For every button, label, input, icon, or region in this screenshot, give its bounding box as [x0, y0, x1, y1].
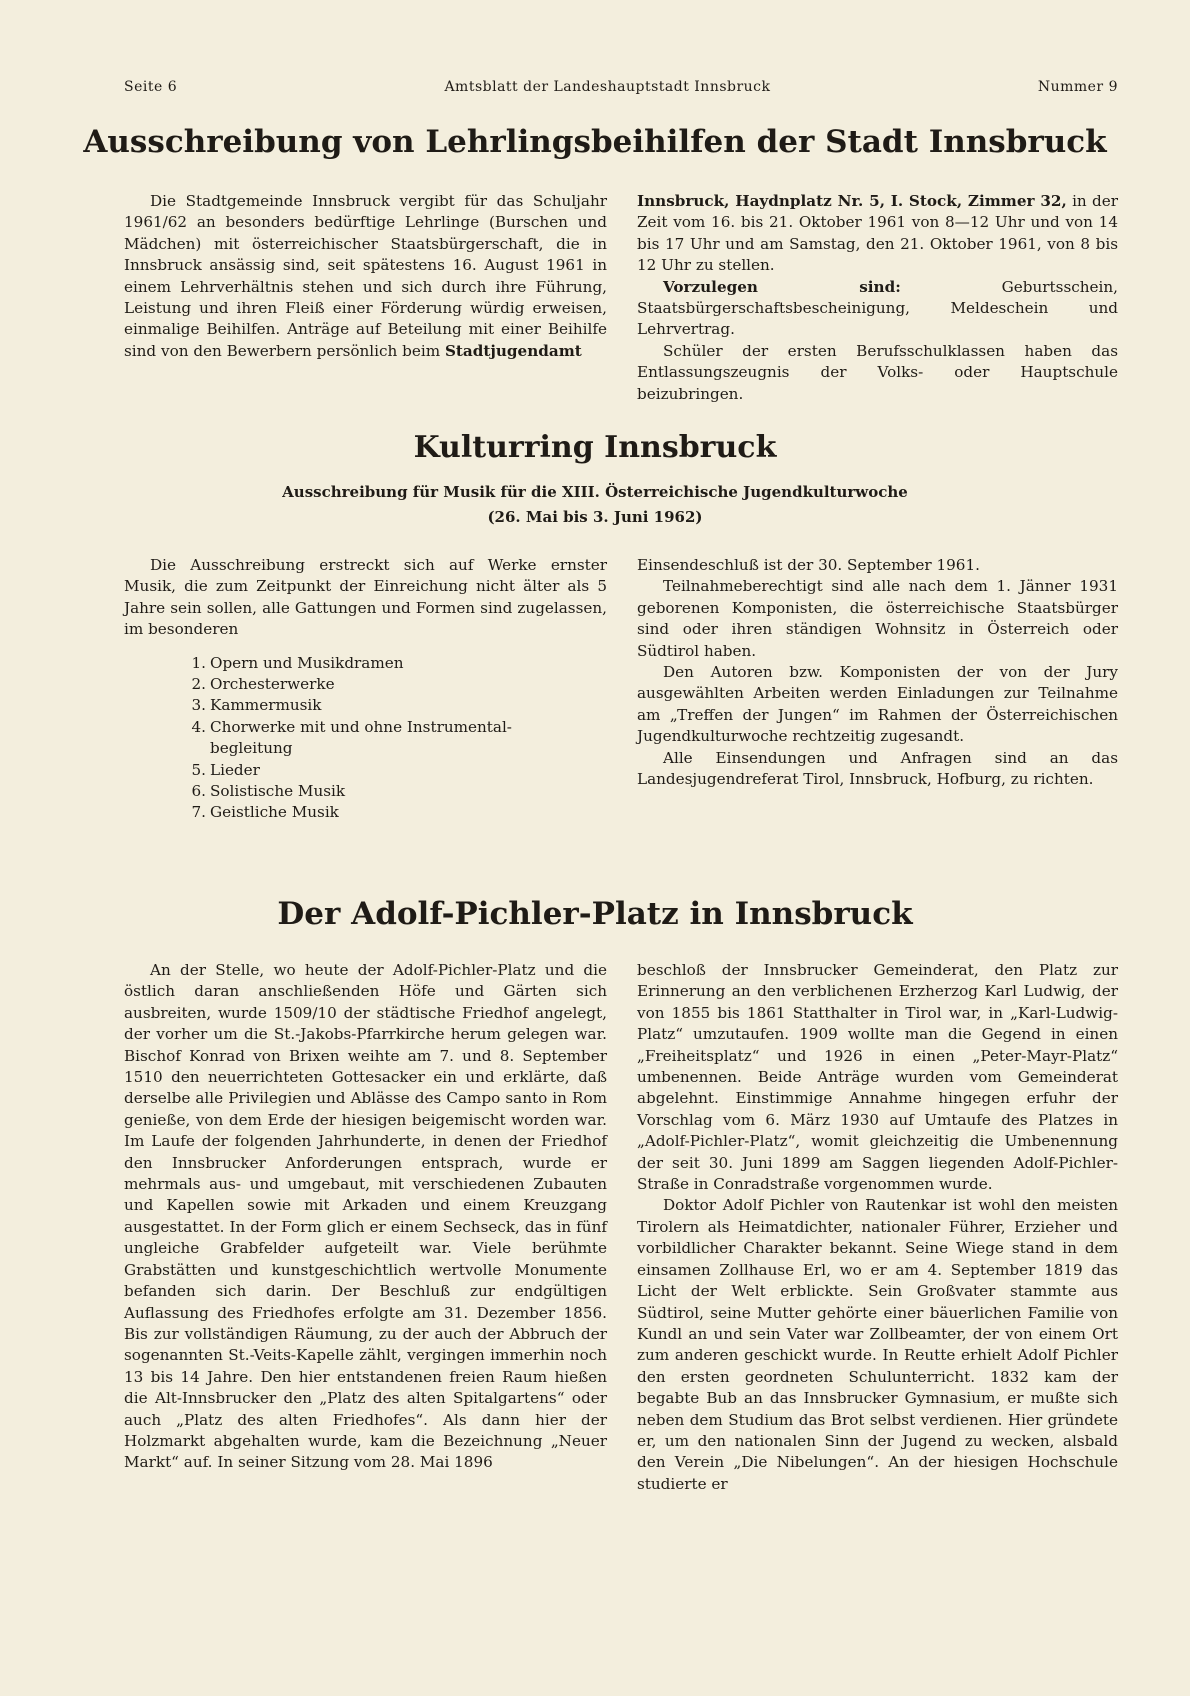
- list-number: 1.: [191, 653, 206, 672]
- article1-title: Ausschreibung von Lehrlingsbeihilfen der Stadt Innsbruck: [83, 124, 1107, 160]
- list-number: 4.: [191, 717, 206, 736]
- list-item: [182, 781, 607, 802]
- article1-hours-text: in der Zeit vom 16. bis 21. Oktober 1961 von 8—12 Uhr und von 14 bis 17 Uhr und am Samstag, den 21. Oktober 1961, von 8 bis 12 Uhr zu stellen.: [637, 192, 1119, 275]
- list-item: [182, 653, 607, 674]
- running-head: [124, 79, 1118, 95]
- article1-documents: [637, 277, 1118, 341]
- article3-title: Der Adolf-Pichler-Platz in Innsbruck: [277, 896, 913, 932]
- list-number: 6.: [191, 782, 206, 801]
- list-number: 2.: [191, 675, 206, 694]
- article3-left-column: [124, 960, 607, 1474]
- list-number: 3.: [191, 696, 206, 715]
- article3-naming: beschloß der Innsbrucker Gemeinderat, den Platz zur Erinnerung an den verblichenen Erzherzog Karl Ludwig, der von 1855 bis 1861 Statthalter in Tirol war, in „Karl-Ludwig-Platz“ umzutaufen. 1909 wollte man die Gegend in einen „Freiheitsplatz“ und 1926 in einen „Peter-Mayr-Platz“ umbenennen. Beide Anträge wurden vom Gemeinderat abgelehnt. Einstimmige Annahme hingegen erfuhr der Vorschlag vom 6. März 1930 auf Umtaufe des Platzes in „Adolf-Pichler-Platz“, womit gleichzeitig die Umbenennung der seit 30. Juni 1899 am Saggen liegenden Adolf-Pichler-Straße in Conradstraße vorgenommen wurde.: [637, 961, 1118, 1194]
- issue-number: Nummer 9: [1037, 79, 1118, 95]
- article3-right-column: [637, 960, 1118, 1495]
- article1-address-bold: Innsbruck, Haydnplatz Nr. 5, I. Stock, Zimmer 32,: [637, 192, 1067, 210]
- page-number: Seite 6: [124, 79, 178, 95]
- article1-left-column: [124, 191, 607, 362]
- article1-office-bold: Stadtjugendamt: [444, 341, 582, 360]
- list-label: Opern und Musikdramen: [210, 653, 404, 672]
- article1-body-text: Die Stadtgemeinde Innsbruck vergibt für das Schuljahr 1961/62 an besonders bedürftige Lehrlinge (Burschen und Mädchen) mit österreichischer Staatsbürgerschaft, die in Innsbruck ansässig sind, seit spätestens 16. August 1961 in einem Lehrverhältnis stehen und sich durch ihre Führung, Leistung und ihren Fleiß einer Förderung würdig erweisen, einmalige Beihilfen. Anträge auf Beteilung mit einer Beihilfe sind von den Bewerbern persönlich beim: [124, 192, 607, 360]
- article2-invitation: Den Autoren bzw. Komponisten der von der Jury ausgewählten Arbeiten werden Einladungen zur Teilnahme am „Treffen der Jungen“ im Rahmen der Österreichischen Jugendkulturwoche rechtzeitig zugesandt.: [637, 663, 1118, 746]
- article2-eligibility: Teilnahmeberechtigt sind alle nach dem 1. Jänner 1931 geborenen Komponisten, die österreichische Staatsbürger sind oder ihren ständigen Wohnsitz in Österreich oder Südtirol haben.: [637, 577, 1118, 660]
- list-item: [182, 695, 607, 716]
- list-number: 7.: [191, 803, 206, 822]
- article1-body: [124, 191, 607, 362]
- article1-documents-label: Vorzulegen sind:: [663, 277, 901, 296]
- list-item: [182, 674, 607, 695]
- article1-right-column: [637, 191, 1118, 405]
- publication-title: Amtsblatt der Landeshauptstadt Innsbruck: [444, 79, 771, 95]
- article2-deadline: Einsendeschluß ist der 30. September 1961.: [637, 556, 980, 574]
- article1-pupils: Schüler der ersten Berufsschulklassen haben das Entlassungszeugnis der Volks- oder Hauptschule beizubringen.: [637, 341, 1118, 403]
- list-label: Orchesterwerke: [210, 675, 335, 694]
- article2-subtitle: Ausschreibung für Musik für die XIII. Österreichische Jugendkulturwoche: [282, 483, 908, 501]
- article2-right-column: [637, 555, 1118, 790]
- article3-biography: Doktor Adolf Pichler von Rautenkar ist wohl den meisten Tirolern als Heimatdichter, nationaler Führer, Erzieher und vorbildlicher Charakter bekannt. Seine Wiege stand in dem einsamen Zollhause Erl, wo er am 4. September 1819 das Licht der Welt erblickte. Sein Großvater stammte aus Südtirol, seine Mutter gehörte einer bäuerlichen Familie von Kundl an und sein Vater war Zollbeamter, der von einem Ort zum anderen geschickt wurde. In Reutte erhielt Adolf Pichler den ersten geordneten Schulunterricht. 1832 kam der begabte Bub an das Innsbrucker Gymnasium, er mußte sich neben dem Studium das Brot selbst verdienen. Hier gründete er, um den nationalen Sinn der Jugend zu wecken, alsbald den Verein „Die Nibelungen“. An der hiesigen Hochschule studierte er: [637, 1196, 1118, 1493]
- article2-contact: Alle Einsendungen und Anfragen sind an das Landesjugendreferat Tirol, Innsbruck, Hofburg, zu richten.: [637, 748, 1118, 789]
- list-item: [182, 717, 607, 760]
- genre-list: [124, 653, 607, 824]
- list-label: Chorwerke mit und ohne Instrumental-: [210, 717, 512, 736]
- list-label: Lieder: [210, 760, 260, 779]
- article1-documents-text: Geburtsschein, Staatsbürgerschaftsbescheinigung, Meldeschein und Lehrvertrag.: [637, 277, 1118, 339]
- list-item: [182, 760, 607, 781]
- article1-location: [637, 191, 1118, 277]
- list-label: Solistische Musik: [210, 782, 346, 801]
- list-item: [182, 802, 607, 823]
- list-label: Geistliche Musik: [210, 803, 339, 822]
- article2-title: Kulturring Innsbruck: [413, 430, 777, 465]
- article3-history: An der Stelle, wo heute der Adolf-Pichler-Platz und die östlich daran anschließenden Höfe und Gärten sich ausbreiten, wurde 1509/10 der städtische Friedhof angelegt, der vorher um die St.-Jakobs-Pfarrkirche herum gelegen war. Bischof Konrad von Brixen weihte am 7. und 8. September 1510 den neuerrichteten Gottesacker ein und erklärte, daß derselbe alle Privilegien und Ablässe des Campo santo in Rom genieße, von dem Erde der hiesigen beigemischt worden war. Im Laufe der folgenden Jahrhunderte, in denen der Friedhof den Innsbrucker Anforderungen entsprach, wurde er mehrmals aus- und umgebaut, mit verschiedenen Zubauten und Kapellen sowie mit Arkaden und einem Kreuzgang ausgestattet. In der Form glich er einem Sechseck, das in fünf ungleiche Grabfelder aufgeteilt war. Viele berühmte Grabstätten und kunstgeschichtlich wertvolle Monumente befanden sich darin. Der Beschluß zur endgültigen Auflassung des Friedhofes erfolgte am 31. Dezember 1856. Bis zur vollständigen Räumung, zu der auch der Abbruch der sogenannten St.-Veits-Kapelle zählt, vergingen immerhin noch 13 bis 14 Jahre. Den hier entstandenen freien Raum hießen die Alt-Innsbrucker den „Platz des alten Spitalgartens“ oder auch „Platz des alten Friedhofes“. Als dann hier der Holzmarkt abgehalten wurde, kam die Bezeichnung „Neuer Markt“ auf. In seiner Sitzung vom 28. Mai 1896: [124, 961, 607, 1472]
- list-label-continuation: begleitung: [210, 739, 293, 758]
- article2-left-column: [124, 555, 607, 824]
- list-number: 5.: [191, 760, 206, 779]
- article2-dates: (26. Mai bis 3. Juni 1962): [487, 508, 703, 526]
- list-label: Kammermusik: [210, 696, 322, 715]
- article2-intro: Die Ausschreibung erstreckt sich auf Werke ernster Musik, die zum Zeitpunkt der Einreichung nicht älter als 5 Jahre sein sollen, alle Gattungen und Formen sind zugelassen, im besonderen: [124, 556, 607, 639]
